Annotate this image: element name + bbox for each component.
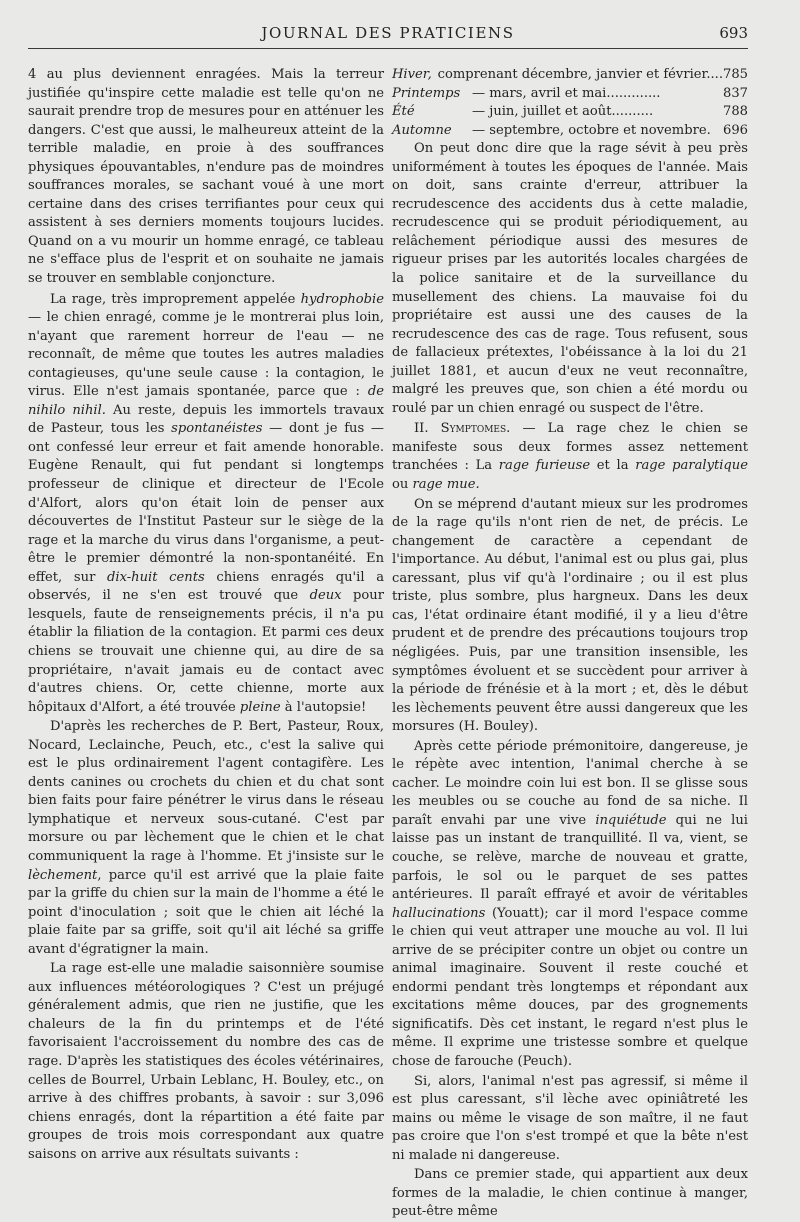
right-column [392,66,748,1222]
section-heading-paragraph: II. Symptomes. — La rage chez le chien se manifeste sous deux formes assez nettement tranchées : La rage furieuse et la rage paralytique ou rage mue. [392,421,748,493]
season-row: Hiver, comprenant décembre, janvier et février.... 785 [392,67,748,82]
season-row: Printemps — mars, avril et mai............. 837 [392,85,748,101]
page-header [28,22,748,49]
page-number: 693 [719,24,748,42]
paragraph: La rage, très improprement appelée hydrophobie — le chien enragé, comme je le montrerai plus loin, n'ayant que rarement horreur de l'eau — ne reconnaît, de même que toutes les autres maladies contagieuses, qu'une seule cause : la contagion, le virus. Elle n'est jamais spontanée, parce que : de nihilo nihil. Au reste, depuis les immortels travaux de Pasteur, tous les spontanéistes — dont je fus — ont confessé leur erreur et fait amende honorable. Eugène Renault, qui fut pendant si longtemps professeur de clinique et directeur de l'Ecole d'Alfort, alors qu'on était loin de penser aux découvertes de l'Institut Pasteur sur le siège de la rage et la marche du virus dans l'organisme, a peut-être le premier démontré la non-spontanéité. En effet, sur dix-huit cents chiens enragés qu'il a observés, il ne s'en est trouvé que deux pour lesquels, faute de renseignements précis, il n'a pu établir la filiation de la contagion. Et parmi ces deux chiens se trouvait une chienne qui, au dire de sa propriétaire, n'avait jamais eu de contact avec d'autres chiens. Or, cette chienne, morte aux hôpitaux d'Alfort, a été trouvée pleine à l'autopsie! [28,291,385,715]
paragraph: 4 au plus deviennent enragées. Mais la terreur justifiée qu'inspire cette maladie est telle qu'on ne saurait prendre trop de mesures pour en atténuer les dangers. C'est que aussi, le malheureux atteint de la terrible maladie, en proie à des souffrances physiques épouvantables, n'endure pas de moindres souffrances morales, se sachant voué à une mort certaine dans des crises terrifiantes pour ceux qui assistent à ses derniers moments toujours lucides. Quand on a vu mourir un homme enragé, ce tableau ne s'efface plus de l'esprit et on souhaite ne jamais se trouver en semblable conjoncture. [28,67,384,287]
season-row: Automne — septembre, octobre et novembre. 696 [392,122,748,138]
paragraph: On peut donc dire que la rage sévit à peu près uniformément à toutes les époques de l'année. Mais on doit, sans crainte d'erreur, attribuer la recrudescence des accidents dus à cette maladie, recrudescence qui se produit périodiquement, au relâchement périodique aussi des mesures de rigueur prises par les autorités locales chargées de la police sanitaire et de la surveillance du musellement des chiens. La mauvaise foi du propriétaire est aussi une des causes de la recrudescence des cas de rage. Tous refusent, sous de fallacieux prétextes, l'obéissance à la loi du 21 juillet 1881, et aucun d'eux ne veut reconnaître, malgré les preuves que, son chien a été mordu ou roulé par un chien enragé ou suspect de l'être. [392,141,748,416]
season-row: Été — juin, juillet et août.......... 788 [392,104,748,120]
paragraph: Après cette période prémonitoire, dangereuse, je le répète avec intention, l'animal cherche à se cacher. Le moindre coin lui est bon. Il se glisse sous les meubles ou se couche au fond de sa niche. Il paraît envahi par une vive inquiétude qui ne lui laisse pas un instant de tranquillité. Il va, vient, se couche, se relève, marche de nouveau et gratte, parfois, le sol ou le parquet de ses pattes antérieures. Il paraît effrayé et avoir de véritables hallucinations (Youatt); car il mord l'espace comme le chien qui veut attraper une mouche au vol. Il lui arrive de se précipiter contre un objet ou contre un animal imaginaire. Souvent il reste couché et endormi pendant très longtemps et répondant aux excitations même douces, par des grognements significatifs. Dès cet instant, le regard n'est plus le même. Il exprime une tristesse sombre et quelque chose de farouche (Peuch). [392,738,748,1069]
running-head: JOURNAL DES PRATICIENS [261,24,515,42]
paragraph: Si, alors, l'animal n'est pas agressif, si même il est plus caressant, s'il lèche avec opiniâtreté les mains ou même le visage de son maître, il ne faut pas croire que l'on s'est trompé et que la bête n'est ni malade ni dangereuse. [392,1073,748,1163]
paragraph: D'après les recherches de P. Bert, Pasteur, Roux, Nocard, Leclainche, Peuch, etc., c'est la salive qui est le plus ordinairement l'agent contagifère. Les dents canines ou crochets du chien et du chat sont bien faits pour faire pénétrer le virus dans le réseau lymphatique et nerveux sous-cutané. C'est par morsure ou par lèchement que le chien et le chat communiquent la rage à l'homme. Et j'insiste sur le lèchement, parce qu'il est arrivé que la plaie faite par la griffe du chien sur la main de l'homme a été le point d'inoculation ; soit que le chien ait léché la plaie faite par sa griffe, soit qu'il ait léché sa griffe avant d'égratigner la main. [28,719,384,957]
paragraph: La rage est-elle une maladie saisonnière soumise aux influences météorologiques ? C'est un préjugé généralement admis, que rien ne justifie, que les chaleurs de la fin du printemps et de l'été favorisaient l'accroissement du nombre des cas de rage. D'après les statistiques des écoles vétérinaires, celles de Bourrel, Urbain Leblanc, H. Bouley, etc., on arrive à des chiffres probants, à savoir : sur 3,096 chiens enragés, dont la répartition a été faite par groupes de trois mois correspondant aux quatre saisons on arrive aux résultats suivants : [28,961,384,1162]
left-column [28,66,384,1164]
paragraph: Dans ce premier stade, qui appartient aux deux formes de la maladie, le chien continue à manger, peut-être même [392,1167,748,1220]
paragraph: On se méprend d'autant mieux sur les prodromes de la rage qu'ils n'ont rien de net, de précis. Le changement de caractère a cependant de l'importance. Au début, l'animal est ou plus gai, plus caressant, plus vif qu'à l'ordinaire ; ou il est plus triste, plus sombre, plus hargneux. Dans les deux cas, l'état ordinaire étant modifié, il y a lieu d'être prudent et de prendre des précautions toujours trop négligées. Puis, par une transition insensible, les symptômes évoluent et se succèdent pour arriver à la période de frénésie et à la mort ; et, dès le début les lèchements peuvent être aussi dangereux que les morsures (H. Bouley). [392,496,748,735]
